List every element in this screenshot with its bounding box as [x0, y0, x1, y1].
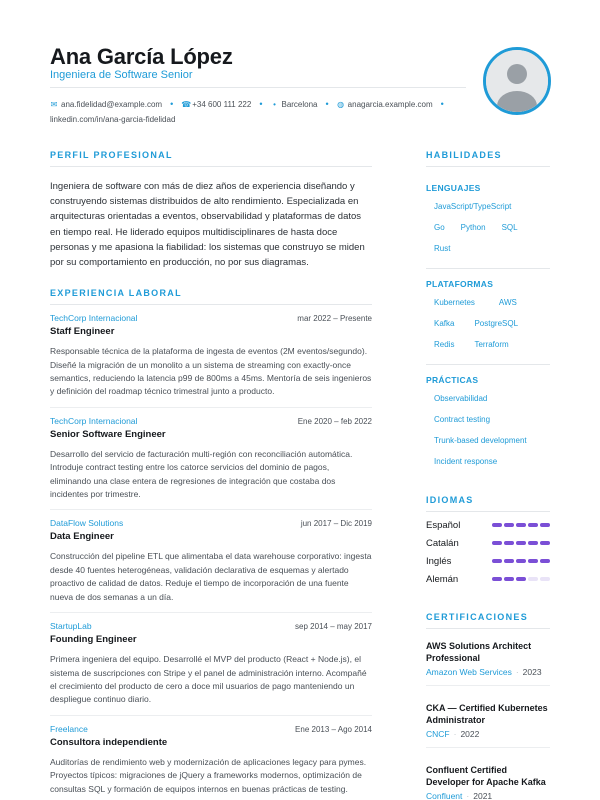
- contact-website-text: anagarcia.example.com: [347, 100, 433, 109]
- contact-phone-text: +34 600 111 222: [192, 100, 252, 109]
- contact-linkedin[interactable]: [50, 112, 175, 127]
- language-name: Catalán: [426, 537, 459, 549]
- job-position: Senior Software Engineer: [50, 428, 166, 440]
- language-name: Inglés: [426, 555, 452, 567]
- level-dot-filled: [492, 523, 502, 527]
- languages-section-title: IDIOMAS: [426, 495, 550, 512]
- contact-separator: •: [440, 99, 444, 109]
- level-dot-filled: [504, 559, 514, 563]
- skill-tag: JavaScript/TypeScript: [434, 202, 512, 211]
- contact-email-text: ana.fidelidad@example.com: [61, 100, 163, 109]
- skill-tag: Incident response: [434, 457, 498, 466]
- skills-group-title: PLATAFORMAS: [426, 279, 494, 289]
- job-description: Primera ingeniera del equipo. Desarrollé el MVP del producto (React + Node.js), el sistema de suscripciones con Stripe y el panel de administración interno. Acompañé el crecimiento del producto de cero a doce mil usuarios de pago manteniendo un despliegue continuo diario.: [50, 654, 367, 705]
- contact-separator: •: [170, 99, 174, 109]
- job-entry: [50, 613, 372, 716]
- level-dot-filled: [516, 559, 526, 563]
- certification-year: 2021: [473, 791, 493, 800]
- level-dot-filled: [504, 541, 514, 545]
- job-dates: jun 2017 – Dic 2019: [300, 519, 372, 529]
- certification-entry: [426, 629, 550, 686]
- contact-location-text: Barcelona: [281, 100, 318, 109]
- contact-separator: •: [325, 99, 329, 109]
- job-description: Desarrollo del servicio de facturación multi-región con reconciliación automática. Introduje contract testing entre los catorce servicios del dominio de pagos, eliminando una clase entera de regresiones de integración que costaba dos incidentes por trimestre.: [50, 448, 353, 500]
- language-name: Español: [426, 519, 461, 531]
- job-entry: [50, 305, 372, 408]
- skill-tag: SQL: [501, 223, 518, 232]
- certification-name: Confluent Certified Developer for Apache Kafka: [426, 765, 546, 787]
- skill-tag: Redis: [434, 340, 455, 349]
- level-dot-filled: [528, 559, 538, 563]
- language-level: [492, 523, 550, 527]
- location-icon: •: [273, 100, 276, 109]
- avatar: [483, 47, 551, 115]
- job-description: Auditorías de rendimiento web y modernización de aplicaciones legacy para pymes. Proyectos típicos: migraciones de jQuery a frameworks modernos, optimización de consultas SQL y formación de equipos internos en buenas prácticas de testing.: [50, 756, 367, 794]
- phone-icon: ☎: [181, 100, 192, 109]
- level-dot-filled: [528, 541, 538, 545]
- contact-website[interactable]: [337, 97, 433, 112]
- certification-year: 2022: [460, 729, 480, 739]
- skill-tag: AWS: [498, 298, 517, 307]
- job-company: TechCorp Internacional: [50, 415, 138, 426]
- level-dot-filled: [528, 523, 538, 527]
- job-entry: [50, 716, 372, 800]
- skills-section-title: HABILIDADES: [426, 150, 550, 167]
- contact-linkedin-text: linkedin.com/in/ana-garcia-fidelidad: [50, 115, 176, 124]
- certification-name: CKA — Certified Kubernetes Administrator: [426, 703, 548, 725]
- candidate-role: Ingeniera de Software Senior: [50, 69, 193, 81]
- level-dot-filled: [540, 541, 550, 545]
- job-dates: mar 2022 – Presente: [297, 314, 372, 324]
- candidate-name: Ana García López: [50, 44, 233, 69]
- skills-tag-list: [426, 202, 550, 254]
- job-description: Responsable técnica de la plataforma de ingesta de eventos (2M eventos/segundo). Diseñé la migración de un monolito a un sistema de streaming con exactly-once semantics, reduciendo la latencia p99 de 800ms a 45ms. Mentoría de seis ingenieros y definición del roadmap técnico trimestral junto a producto.: [50, 346, 372, 397]
- level-dot-empty: [540, 577, 550, 581]
- meta-separator: ·: [515, 667, 519, 677]
- job-company: DataFlow Solutions: [50, 518, 124, 529]
- contact-phone[interactable]: [181, 97, 251, 112]
- email-icon: ✉: [50, 100, 58, 109]
- language-list: [426, 520, 550, 584]
- skills-tag-list: [426, 394, 550, 467]
- skills-divider: [426, 268, 550, 269]
- certification-year: 2023: [522, 667, 542, 677]
- level-dot-filled: [516, 541, 526, 545]
- job-dates: Ene 2013 – Ago 2014: [295, 724, 372, 734]
- person-icon: [486, 50, 548, 112]
- job-company: TechCorp Internacional: [50, 313, 138, 324]
- level-dot-empty: [528, 577, 538, 581]
- main-column: [50, 150, 372, 800]
- skill-tag: Trunk-based development: [434, 436, 527, 445]
- sidebar-column: [426, 150, 550, 800]
- certification-issuer: Confluent: [426, 791, 463, 800]
- level-dot-filled: [492, 541, 502, 545]
- level-dot-filled: [504, 523, 514, 527]
- skill-tag: Observabilidad: [434, 394, 488, 403]
- skills-tag-list: [426, 298, 550, 350]
- skill-tag: Rust: [434, 244, 451, 253]
- meta-separator: ·: [453, 729, 457, 739]
- job-position: Consultora independiente: [50, 736, 168, 748]
- experience-section-title: EXPERIENCIA LABORAL: [50, 288, 372, 305]
- level-dot-filled: [516, 577, 526, 581]
- skill-tag: Kafka: [434, 319, 455, 328]
- skill-tag: Contract testing: [434, 415, 491, 424]
- language-level: [492, 541, 550, 545]
- skill-tag: Go: [434, 223, 445, 232]
- contact-list: [50, 97, 470, 127]
- certification-entry: [426, 748, 550, 800]
- profile-summary: Ingeniera de software con más de diez años de experiencia diseñando y construyendo sistemas distribuidos de alto rendimiento. Especializada en arquitecturas orientadas a eventos, observabilidad y plataformas de datos en tiempo real. He liderado equipos multidisciplinares de hasta doce personas y me apasiona la fiabilidad: los sistemas que construyo se miden por su comportamiento en producción, no por sus diagramas.: [50, 181, 365, 269]
- job-position: Founding Engineer: [50, 634, 137, 646]
- certification-name: AWS Solutions Architect Professional: [426, 641, 532, 663]
- level-dot-filled: [540, 523, 550, 527]
- job-company: Freelance: [50, 723, 88, 734]
- level-dot-filled: [504, 577, 514, 581]
- language-level: [492, 559, 550, 563]
- job-position: Staff Engineer: [50, 326, 115, 338]
- header-divider: [50, 87, 466, 88]
- language-row: [426, 520, 550, 530]
- language-row: [426, 574, 550, 584]
- language-level: [492, 577, 550, 581]
- skill-tag: PostgreSQL: [474, 319, 519, 328]
- certification-issuer: Amazon Web Services: [426, 667, 512, 677]
- skill-tag: Python: [460, 223, 486, 232]
- profile-section-title: PERFIL PROFESIONAL: [50, 150, 372, 167]
- skill-tag: Kubernetes: [434, 298, 475, 307]
- skills-group-title: PRÁCTICAS: [426, 375, 479, 385]
- level-dot-filled: [492, 559, 502, 563]
- level-dot-filled: [540, 559, 550, 563]
- meta-separator: ·: [466, 791, 470, 800]
- job-dates: sep 2014 – may 2017: [295, 622, 372, 632]
- job-entry: [50, 408, 372, 511]
- job-dates: Ene 2020 – feb 2022: [297, 416, 372, 426]
- certification-entry: [426, 686, 550, 748]
- job-position: Data Engineer: [50, 531, 114, 543]
- job-description: Construcción del pipeline ETL que alimentaba el data warehouse corporativo: ingesta desde 40 fuentes heterogéneas, validación declarativa de esquemas y alertado proactivo de calidad de datos. Reduje el tiempo de incorporación de una fuente nueva de dos semanas a un día.: [50, 551, 372, 602]
- language-row: [426, 556, 550, 566]
- level-dot-filled: [492, 577, 502, 581]
- job-company: StartupLab: [50, 621, 92, 632]
- certification-issuer: CNCF: [426, 729, 450, 739]
- contact-separator: •: [259, 99, 263, 109]
- certifications-section-title: CERTIFICACIONES: [426, 612, 550, 629]
- job-entry: [50, 510, 372, 613]
- contact-location: [270, 97, 317, 112]
- skills-group-title: LENGUAJES: [426, 183, 481, 193]
- skill-tag: Terraform: [474, 340, 509, 349]
- language-name: Alemán: [426, 573, 459, 585]
- skills-divider: [426, 364, 550, 365]
- language-row: [426, 538, 550, 548]
- web-icon: ◍: [337, 100, 345, 109]
- contact-email[interactable]: [50, 97, 162, 112]
- level-dot-filled: [516, 523, 526, 527]
